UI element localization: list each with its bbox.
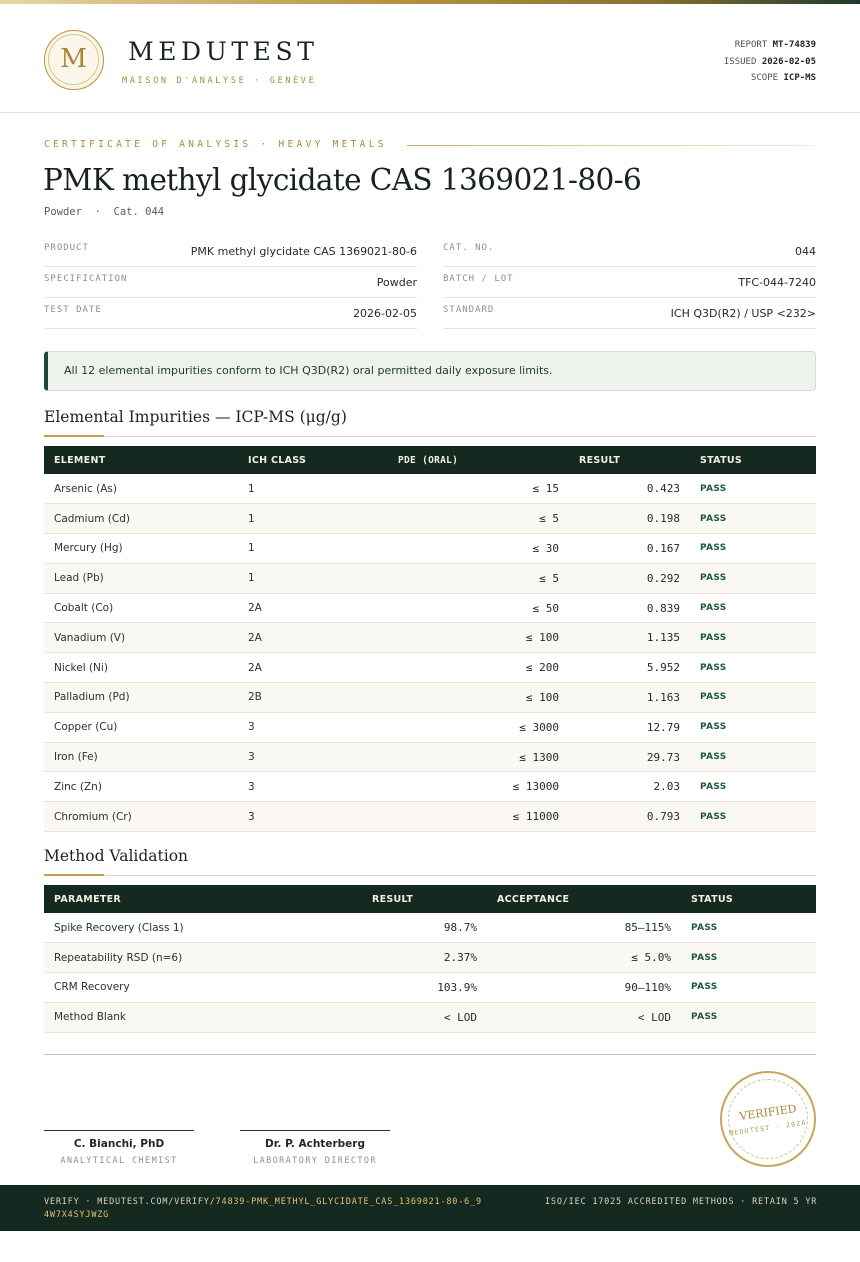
acceptance-cell: ≤ 5.0% xyxy=(487,943,681,973)
report-meta xyxy=(724,37,816,87)
pde-cell: ≤ 50 xyxy=(388,593,569,623)
info-label: PRODUCT xyxy=(44,243,89,253)
logo-letter: M xyxy=(60,44,87,74)
result-cell: 5.952 xyxy=(569,653,690,683)
table-row xyxy=(44,1002,816,1032)
acceptance-cell: 85–115% xyxy=(487,913,681,943)
signatory-role: ANALYTICAL CHEMIST xyxy=(60,1156,178,1166)
status-cell: PASS xyxy=(690,623,816,653)
signature-line xyxy=(44,1130,194,1131)
element-cell: Mercury (Hg) xyxy=(44,534,238,564)
info-row-specification xyxy=(44,267,417,298)
table-row xyxy=(44,593,816,623)
info-label: BATCH / LOT xyxy=(443,274,514,284)
product-info-right xyxy=(443,236,816,329)
status-cell: PASS xyxy=(690,712,816,742)
column-header: ELEMENT xyxy=(44,446,238,474)
result-cell: 2.37% xyxy=(362,943,487,973)
brand-logo xyxy=(44,30,104,90)
table-row xyxy=(44,563,816,593)
status-cell: PASS xyxy=(690,593,816,623)
element-cell: Iron (Fe) xyxy=(44,742,238,772)
result-cell: 2.03 xyxy=(569,772,690,802)
ich-class-cell: 3 xyxy=(238,712,388,742)
impurities-section-title: Elemental Impurities — ICP-MS (μg/g) xyxy=(44,408,347,426)
status-cell: PASS xyxy=(690,802,816,832)
result-cell: 0.793 xyxy=(569,802,690,832)
pde-cell: ≤ 200 xyxy=(388,653,569,683)
status-cell: PASS xyxy=(681,973,816,1003)
status-cell: PASS xyxy=(681,943,816,973)
section-accent xyxy=(44,435,104,437)
element-cell: Zinc (Zn) xyxy=(44,772,238,802)
status-cell: PASS xyxy=(690,474,816,504)
validation-section-title: Method Validation xyxy=(44,847,189,865)
pde-cell: ≤ 5 xyxy=(388,504,569,534)
table-header-row xyxy=(44,446,816,474)
result-cell: 0.839 xyxy=(569,593,690,623)
table-header-row xyxy=(44,885,816,913)
table-row xyxy=(44,534,816,564)
result-cell: 0.198 xyxy=(569,504,690,534)
parameter-cell: CRM Recovery xyxy=(44,973,362,1003)
element-cell: Vanadium (V) xyxy=(44,623,238,653)
conformance-notice: All 12 elemental impurities conform to ICH Q3D(R2) oral permitted daily exposure limits. xyxy=(44,351,816,391)
signature-block-chemist xyxy=(44,1130,194,1166)
pde-cell: ≤ 1300 xyxy=(388,742,569,772)
pde-cell: ≤ 3000 xyxy=(388,712,569,742)
column-header: ICH CLASS xyxy=(238,446,388,474)
page-footer xyxy=(0,1185,860,1231)
report-id-line: REPORT MT-74839 xyxy=(734,40,816,50)
parameter-cell: Spike Recovery (Class 1) xyxy=(44,913,362,943)
info-value: 2026-02-05 xyxy=(353,306,417,320)
element-cell: Palladium (Pd) xyxy=(44,683,238,713)
ich-class-cell: 3 xyxy=(238,772,388,802)
status-cell: PASS xyxy=(690,683,816,713)
eyebrow-divider xyxy=(407,145,816,146)
pde-cell: ≤ 5 xyxy=(388,563,569,593)
result-cell: 0.292 xyxy=(569,563,690,593)
info-label: SPECIFICATION xyxy=(44,274,128,284)
element-cell: Lead (Pb) xyxy=(44,563,238,593)
ich-class-cell: 1 xyxy=(238,534,388,564)
parameter-cell: Method Blank xyxy=(44,1002,362,1032)
info-value: Powder xyxy=(376,275,417,289)
verify-text: VERIFY · MEDUTEST.COM/VERIFY/74839-PMK_METHYL_GLYCIDATE_CAS_1369021-80-6_94W7X4SYJWZG xyxy=(44,1197,482,1220)
table-row xyxy=(44,742,816,772)
brand-name: MEDUTEST xyxy=(128,37,319,66)
info-label: STANDARD xyxy=(443,305,495,315)
signature-divider xyxy=(44,1054,816,1055)
column-header: ACCEPTANCE xyxy=(487,885,681,913)
validation-table xyxy=(44,885,816,1033)
element-cell: Copper (Cu) xyxy=(44,712,238,742)
info-row-cat-no xyxy=(443,236,816,267)
element-cell: Cadmium (Cd) xyxy=(44,504,238,534)
element-cell: Cobalt (Co) xyxy=(44,593,238,623)
element-cell: Nickel (Ni) xyxy=(44,653,238,683)
table-row xyxy=(44,772,816,802)
result-cell: 0.423 xyxy=(569,474,690,504)
status-cell: PASS xyxy=(681,913,816,943)
section-divider xyxy=(44,436,816,437)
ich-class-cell: 3 xyxy=(238,742,388,772)
result-cell: 12.79 xyxy=(569,712,690,742)
table-row xyxy=(44,913,816,943)
table-row xyxy=(44,802,816,832)
info-value: PMK methyl glycidate CAS 1369021-80-6 xyxy=(190,244,417,258)
table-row xyxy=(44,474,816,504)
pde-cell: ≤ 11000 xyxy=(388,802,569,832)
ich-class-cell: 1 xyxy=(238,563,388,593)
signatory-name: Dr. P. Achterberg xyxy=(265,1138,365,1150)
result-cell: < LOD xyxy=(362,1002,487,1032)
acceptance-cell: < LOD xyxy=(487,1002,681,1032)
parameter-cell: Repeatability RSD (n=6) xyxy=(44,943,362,973)
info-row-batch xyxy=(443,267,816,298)
page-header xyxy=(0,4,860,113)
info-row-product xyxy=(44,236,417,267)
seal-word: VERIFIED xyxy=(738,1102,798,1123)
signatory-role: LABORATORY DIRECTOR xyxy=(253,1156,377,1166)
document-eyebrow: CERTIFICATE OF ANALYSIS · HEAVY METALS xyxy=(44,139,387,150)
info-label: CAT. NO. xyxy=(443,243,495,253)
element-cell: Arsenic (As) xyxy=(44,474,238,504)
info-value: 044 xyxy=(795,244,816,258)
scope-line: SCOPE ICP-MS xyxy=(750,73,816,83)
status-cell: PASS xyxy=(690,504,816,534)
column-header: RESULT xyxy=(569,446,690,474)
ich-class-cell: 2B xyxy=(238,683,388,713)
ich-class-cell: 2A xyxy=(238,593,388,623)
column-header: STATUS xyxy=(690,446,816,474)
ich-class-cell: 2A xyxy=(238,623,388,653)
table-row xyxy=(44,504,816,534)
column-header: RESULT xyxy=(362,885,487,913)
status-cell: PASS xyxy=(690,742,816,772)
ich-class-cell: 1 xyxy=(238,504,388,534)
table-row xyxy=(44,973,816,1003)
status-cell: PASS xyxy=(690,772,816,802)
verify-link[interactable]: 74839-PMK_METHYL_GLYCIDATE_CAS_1369021-80-6_94W7X4SYJWZG xyxy=(44,1197,482,1220)
product-info-left xyxy=(44,236,417,329)
info-label: TEST DATE xyxy=(44,305,102,315)
table-row xyxy=(44,653,816,683)
pde-cell: ≤ 100 xyxy=(388,683,569,713)
ich-class-cell: 2A xyxy=(238,653,388,683)
issued-line: ISSUED 2026-02-05 xyxy=(723,56,816,67)
pde-cell: ≤ 100 xyxy=(388,623,569,653)
pde-cell: ≤ 13000 xyxy=(388,772,569,802)
brand-tagline: MAISON D'ANALYSE · GENÈVE xyxy=(122,76,317,86)
result-cell: 98.7% xyxy=(362,913,487,943)
table-row xyxy=(44,943,816,973)
result-cell: 0.167 xyxy=(569,534,690,564)
section-divider xyxy=(44,875,816,876)
table-row xyxy=(44,683,816,713)
status-cell: PASS xyxy=(681,1002,816,1032)
verified-seal xyxy=(720,1071,816,1167)
info-value: TFC-044-7240 xyxy=(738,275,816,289)
ich-class-cell: 1 xyxy=(238,474,388,504)
accreditation-text: ISO/IEC 17025 ACCREDITED METHODS · RETAIN 5 YR xyxy=(545,1197,818,1207)
status-cell: PASS xyxy=(690,563,816,593)
result-cell: 29.73 xyxy=(569,742,690,772)
table-row xyxy=(44,623,816,653)
column-header: STATUS xyxy=(681,885,816,913)
section-accent xyxy=(44,874,104,876)
impurities-table xyxy=(44,446,816,832)
table-row xyxy=(44,712,816,742)
seal-subtext: MEDUTEST · 2026 xyxy=(728,1118,808,1138)
info-row-standard xyxy=(443,298,816,329)
signature-block-director xyxy=(240,1130,390,1166)
column-header: PDE (ORAL) xyxy=(388,446,569,474)
status-cell: PASS xyxy=(690,534,816,564)
ich-class-cell: 3 xyxy=(238,802,388,832)
status-cell: PASS xyxy=(690,653,816,683)
page-subtitle: Powder · Cat. 044 xyxy=(44,206,165,218)
result-cell: 103.9% xyxy=(362,973,487,1003)
pde-cell: ≤ 30 xyxy=(388,534,569,564)
info-value: ICH Q3D(R2) / USP <232> xyxy=(670,306,816,320)
info-row-test-date xyxy=(44,298,417,329)
page-title: PMK methyl glycidate CAS 1369021-80-6 xyxy=(43,163,642,197)
column-header: PARAMETER xyxy=(44,885,362,913)
signatory-name: C. Bianchi, PhD xyxy=(73,1138,165,1150)
result-cell: 1.163 xyxy=(569,683,690,713)
result-cell: 1.135 xyxy=(569,623,690,653)
element-cell: Chromium (Cr) xyxy=(44,802,238,832)
signature-line xyxy=(240,1130,390,1131)
acceptance-cell: 90–110% xyxy=(487,973,681,1003)
pde-cell: ≤ 15 xyxy=(388,474,569,504)
